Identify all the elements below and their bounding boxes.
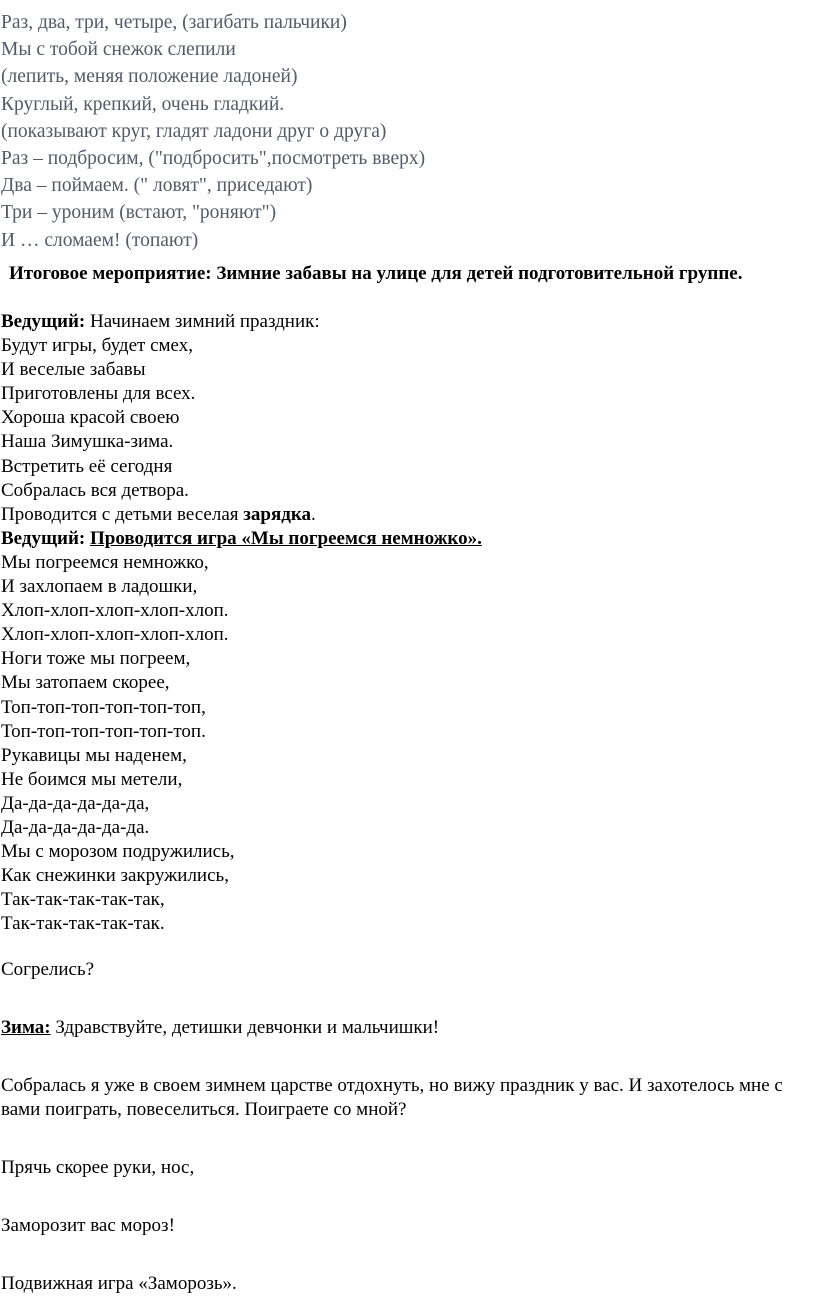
host-intro-line (1, 310, 811, 334)
verse-line: Будут игры, будет смех, (1, 335, 193, 357)
verse-line: Так-так-так-так-так. (1, 913, 165, 935)
poem-line: Круглый, крепкий, очень гладкий. (1, 93, 285, 115)
zima-speech: Собралась я уже в своем зимнем царстве отдохнуть, но вижу праздник у вас. И захотелось мне с вами поиграть, повеселиться. Поиграете со мной? (1, 1075, 783, 1120)
heading-text: Итоговое мероприятие: Зимние забавы на улице для детей подготовительной группе. (9, 263, 743, 284)
verse-line: Приготовлены для всех. (1, 383, 196, 405)
verse-line: Да-да-да-да-да-да, (1, 792, 150, 814)
section-heading (1, 262, 801, 286)
poem-line: Три – уроним (встают, "роняют") (1, 202, 277, 224)
poem-line: Два – поймаем. (" ловят", приседают) (1, 175, 313, 197)
verse-line: Мы погреемся немножко, (1, 551, 209, 573)
exercise-suffix: . (311, 503, 316, 525)
host-label-2: Ведущий: (1, 527, 86, 549)
hide-line: Прячь скорее руки, нос, (1, 1157, 195, 1178)
poem-line: Раз, два, три, четыре, (загибать пальчики) (1, 12, 347, 33)
verse-line: Собралась вся детвора. (1, 479, 189, 501)
verse-line: Так-так-так-так-так, (1, 889, 165, 911)
verse-line: Ноги тоже мы погреем, (1, 648, 191, 670)
zima-greeting-line (1, 1016, 813, 1040)
freeze-line: Заморозит вас мороз! (1, 1215, 175, 1236)
main-script (1, 310, 811, 936)
poem-line: (показывают круг, гладят ладони друг о друга) (1, 120, 387, 142)
verse-line: И веселые забавы (1, 359, 146, 381)
verse-line: Рукавицы мы наденем, (1, 744, 187, 766)
poem-line: Раз – подбросим, ("подбросить",посмотреть вверх) (1, 148, 426, 170)
verse-line: Топ-топ-топ-топ-топ-топ, (1, 696, 206, 718)
verse-line: Как снежинки закружились, (1, 865, 229, 887)
outdoor-game-title: Подвижная игра «Заморозь». (1, 1273, 237, 1294)
verse-line: Хлоп-хлоп-хлоп-хлоп-хлоп. (1, 600, 229, 622)
verse-line: Да-да-да-да-да-да. (1, 816, 150, 838)
exercise-prefix: Проводится с детьми веселая (1, 503, 244, 525)
verse-line: Наша Зимушка-зима. (1, 431, 174, 453)
verse-line: Хороша красой своею (1, 407, 180, 429)
exercise-bold: зарядка (243, 503, 312, 525)
verse-line: Топ-топ-топ-топ-топ-топ. (1, 720, 206, 742)
zima-greeting: Здравствуйте, детишки девчонки и мальчишки! (50, 1017, 440, 1038)
zima-label: Зима: (1, 1017, 51, 1038)
verse-line: Встретить её сегодня (1, 455, 173, 477)
warmed-question: Согрелись? (1, 959, 95, 980)
verse-line: Не боимся мы метели, (1, 768, 183, 790)
game-title: Проводится игра «Мы погреемся немножко». (89, 527, 482, 549)
verse-line: Мы с морозом подружились, (1, 841, 235, 863)
verse-line: И захлопаем в ладошки, (1, 576, 198, 598)
host-label: Ведущий: (1, 311, 86, 332)
poem-line: (лепить, меняя положение ладоней) (1, 66, 298, 88)
game-line (1, 527, 811, 551)
verse-line: Мы затопаем скорее, (1, 672, 170, 694)
exercise-line (1, 503, 811, 527)
poem-line: Мы с тобой снежок слепили (1, 39, 236, 61)
verse-line: Хлоп-хлоп-хлоп-хлоп-хлоп. (1, 624, 229, 646)
lower-script (1, 958, 813, 1296)
poem-line: И … сломаем! (топают) (1, 229, 199, 251)
host-intro-text: Начинаем зимний праздник: (89, 311, 320, 332)
intro-poem (1, 9, 781, 254)
